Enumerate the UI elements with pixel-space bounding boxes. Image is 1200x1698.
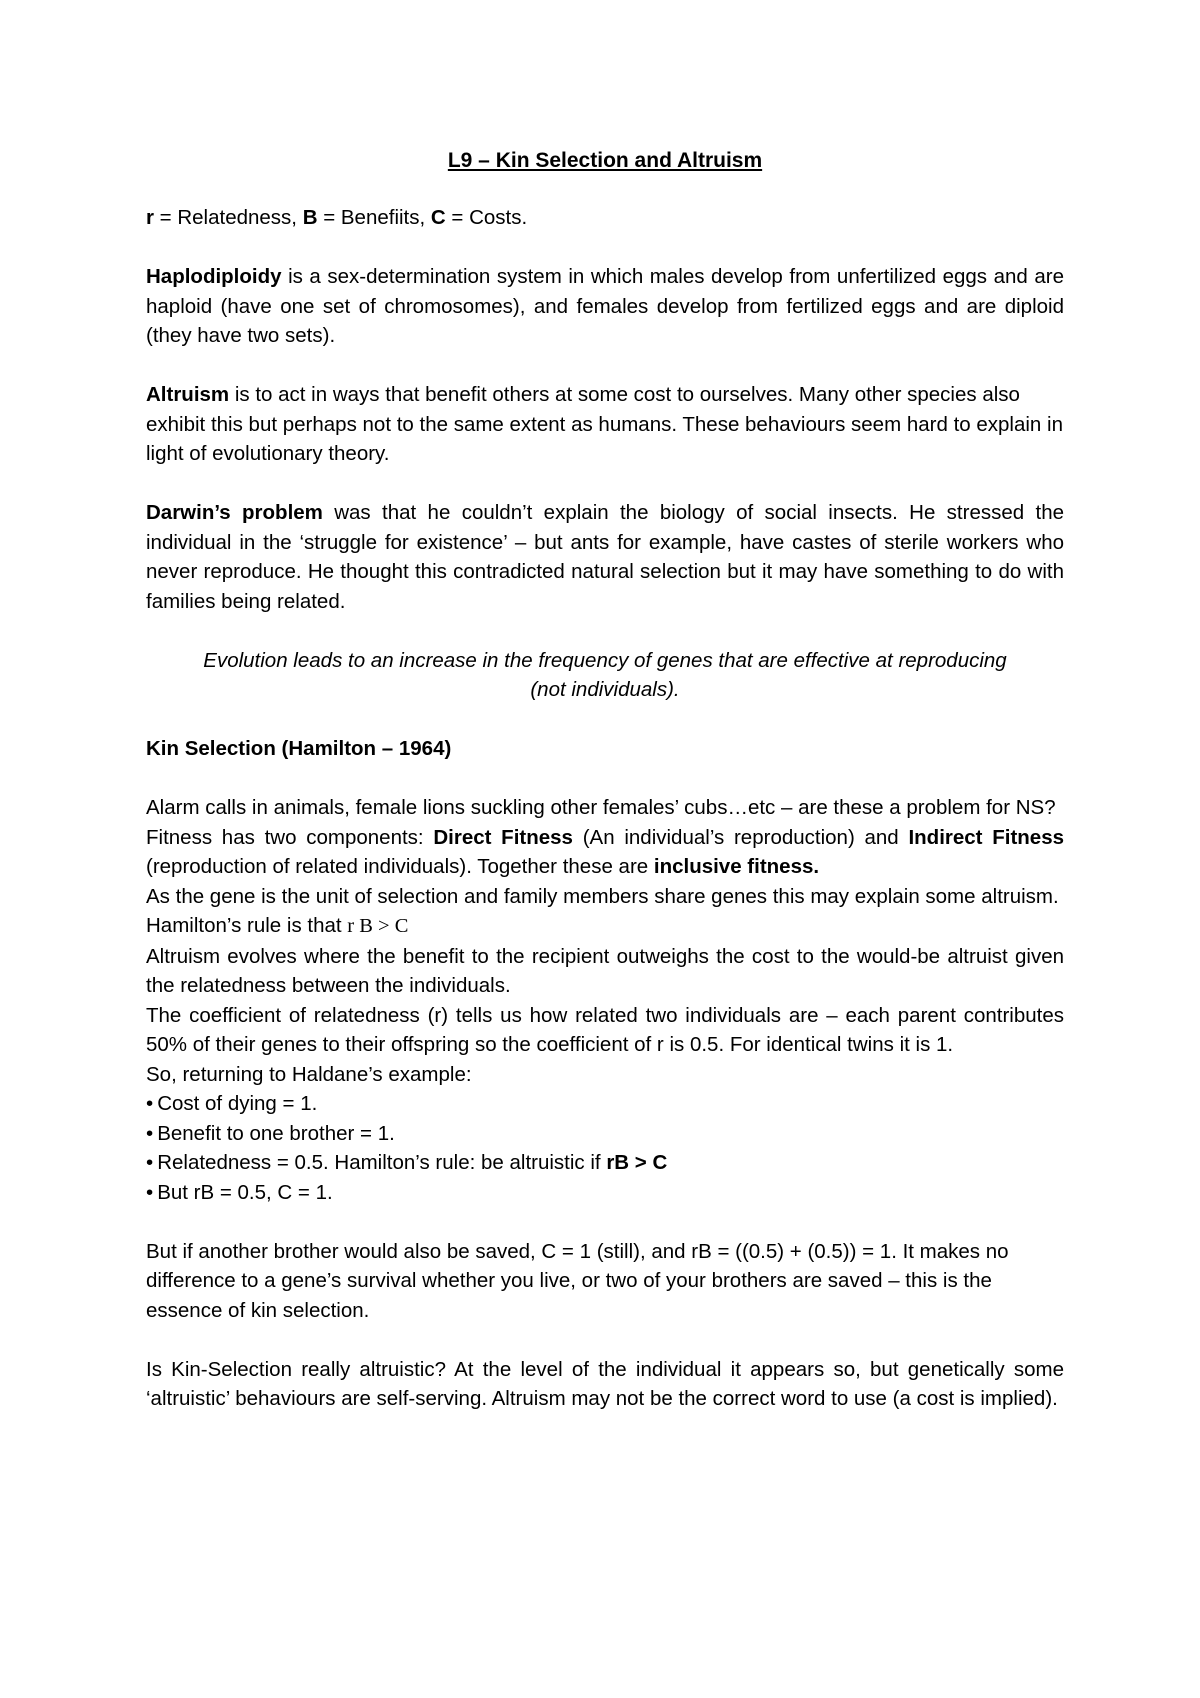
key-definitions <box>146 203 1064 233</box>
bullet-bold-text: rB > C <box>606 1151 668 1174</box>
bullet-icon: • <box>146 1092 154 1115</box>
evolution-quote <box>146 646 1064 705</box>
hamilton-rule-formula: r B > C <box>347 915 409 937</box>
haplodiploidy-text: is a sex-determination system in which males develop from unfertilized eggs and are haploid (have one set of chromosomes), and females develop from fertilized eggs and are diploid (they have two sets). <box>146 265 1064 347</box>
bullet-icon: • <box>146 1151 154 1174</box>
bullet-icon: • <box>146 1180 154 1204</box>
list-item <box>146 1089 1064 1119</box>
fitness-text <box>146 823 1064 882</box>
list-item <box>146 1178 1064 1208</box>
r-text: = Relatedness, <box>153 206 303 229</box>
page-title: L9 – Kin Selection and Altruism <box>447 149 763 172</box>
direct-fitness-text: (An individual’s reproduction) and <box>572 825 909 849</box>
indirect-fitness-term: Indirect Fitness <box>908 825 1065 849</box>
brother-paragraph: But if another brother would also be saved, C = 1 (still), and rB = ((0.5) + (0.5)) = 1. It makes no difference to a gene’s survival whether you live, or two of your brothers are saved – this is the essence of kin selection. <box>146 1239 1009 1322</box>
direct-fitness-term: Direct Fitness <box>433 825 573 849</box>
fitness-pre: Fitness has two components: <box>146 825 434 849</box>
list-item <box>146 1148 1064 1178</box>
bullet-text: But rB = 0.5, C = 1. <box>157 1180 333 1204</box>
hamilton-rule-text <box>146 911 1064 942</box>
darwin-term: Darwin’s problem <box>146 501 323 524</box>
altruism-evolves-text: Altruism evolves where the benefit to the recipient outweighs the cost to the would-be altruist given the relatedness between the individuals. <box>146 944 1064 997</box>
c-text: = Costs. <box>445 206 528 229</box>
question-paragraph: Is Kin-Selection really altruistic? At the level of the individual it appears so, but genetically some ‘altruistic’ behaviours are self-serving. Altruism may not be the correct word to use (a cost is implied). <box>146 1357 1064 1410</box>
darwin-text: was that he couldn’t explain the biology of social insects. He stressed the individual in the ‘struggle for existence’ – but ants for example, have castes of sterile workers who never reproduce. He thought this contradicted natural selection but it may have something to do with families being related. <box>146 501 1064 613</box>
hamilton-rule-pre: Hamilton’s rule is that <box>146 914 348 937</box>
section-heading-kin-selection: Kin Selection (Hamilton – 1964) <box>146 737 452 760</box>
b-label: B <box>302 206 318 229</box>
bullet-text: Cost of dying = 1. <box>157 1092 318 1115</box>
altruism-paragraph <box>146 380 1064 469</box>
r-label: r <box>146 206 154 229</box>
haplodiploidy-term: Haplodiploidy <box>146 265 282 288</box>
darwin-paragraph <box>146 498 1064 616</box>
bullet-text: Benefit to one brother = 1. <box>157 1121 395 1145</box>
bullet-text: Relatedness = 0.5. Hamilton’s rule: be altruistic if <box>157 1151 607 1174</box>
list-item <box>146 1119 1064 1149</box>
c-label: C <box>430 206 446 229</box>
altruism-text: is to act in ways that benefit others at some cost to ourselves. Many other species also exhibit this but perhaps not to the same extent as humans. These behaviours seem hard to explain in light of evolutionary theory. <box>146 383 1063 465</box>
haldane-intro-text: So, returning to Haldane’s example: <box>146 1062 472 1086</box>
indirect-fitness-text: (reproduction of related individuals). Together these are <box>146 855 654 878</box>
gene-unit-text: As the gene is the unit of selection and family members share genes this may explain some altruism. <box>146 884 1059 908</box>
quote-line-1: Evolution leads to an increase in the frequency of genes that are effective at reproducing <box>203 648 1007 672</box>
altruism-term: Altruism <box>146 383 230 406</box>
haldane-bullet-list <box>146 1089 1064 1207</box>
coefficient-text: The coefficient of relatedness (r) tells us how related two individuals are – each parent contributes 50% of their genes to their offspring so the coefficient of r is 0.5. For identical twins it is 1. <box>146 1003 1064 1056</box>
inclusive-fitness-term: inclusive fitness. <box>653 855 820 878</box>
b-text: = Benefiits, <box>317 206 431 229</box>
bullet-icon: • <box>146 1121 154 1145</box>
kin-selection-body <box>146 793 1064 1089</box>
alarm-calls-text: Alarm calls in animals, female lions suckling other females’ cubs…etc – are these a problem for NS? <box>146 796 1056 819</box>
quote-line-2: (not individuals). <box>530 678 680 701</box>
haplodiploidy-paragraph <box>146 262 1064 351</box>
